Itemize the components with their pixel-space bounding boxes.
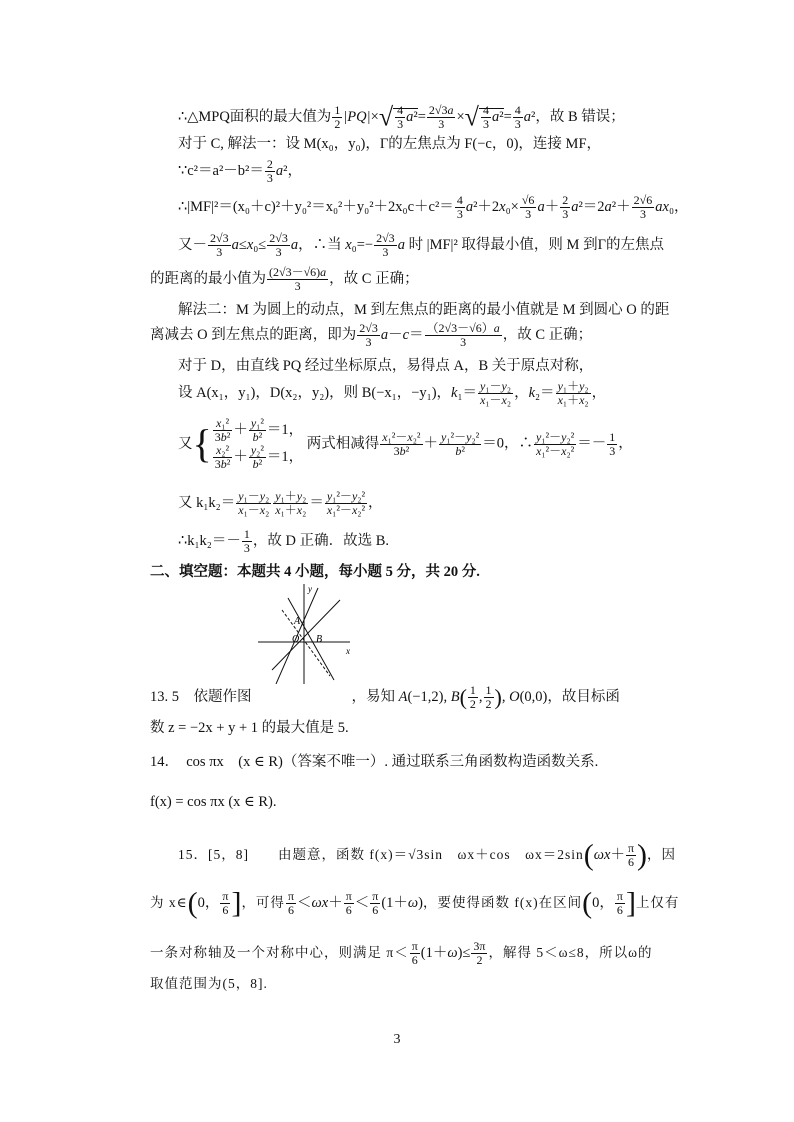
q13-line-2: 数 z = −2x + y + 1 的最大值是 5. <box>150 720 349 736</box>
line-11: 又{ $\frac{\text{x₁²}}{\text{3b²}}$ ＋ $\frac{\text{y₁²}}{\text{b²}}$ ＝1， $\frac{\text{x₂²}}{\text{3b²}}$ ＋ $\frac{\text{y₂²}}{\text{b²}}$ ＝1， 两式相减得 $\frac{\text{x₁²－x₂²}}{\text{3b²}}$ ＋ $\frac{\text{y₁²－y₂²}}{\text{b²}}$ ＝0，∴ $\frac{\text{y₁²－y₂²}}{\text{x₁²－x₂²}}$ ＝－ $\frac{1}{3}$ ， <box>178 416 633 472</box>
text: ，可得 <box>241 894 285 910</box>
q15-line-4 <box>150 974 268 994</box>
text: ∴△MPQ面积的最大值为 <box>178 108 332 125</box>
line-5: 又－ $\frac{2√3}{3}$ a≤x₀≤ $\frac{2√3}{3}$ a，∴当 x₀=− $\frac{2√3}{3}$ a 时 |MF|² 取得最小值，则 M 到Γ的左焦点 <box>178 231 664 259</box>
text: ∴|MF|²＝(x₀＋c)²＋y₀²＝x₀²＋y₀²＋2x₀c＋c²＝ <box>178 198 454 215</box>
text: ，要使得函数 f(x)在区间 <box>423 894 583 910</box>
line-7: 解法二：M 为圆上的动点，M 到左焦点的距离的最小值就是 M 到圆心 O 的距 <box>178 302 670 318</box>
line-9: 对于 D，由直线 PQ 经过坐标原点，易得点 A，B 关于原点对称， <box>178 358 594 374</box>
text: 13. 5 依题作图 <box>150 688 252 705</box>
line-8: 离减去 O 到左焦点的距离，即为 $\frac{2√3}{3}$ a－c＝ $\frac{(2√3-√6)a}{3}$ ，故 C 正确； <box>150 321 593 349</box>
text: 两式相减得 <box>306 436 380 452</box>
label-b: B <box>316 634 323 645</box>
section-2-heading: 二、填空题：本题共 4 小题，每小题 5 分，共 20 分. <box>150 564 480 580</box>
q14-line-1: 14． cos πx (x ∈ R)（答案不唯一）. 通过联系三角函数构造函数关系. <box>150 754 599 770</box>
text: ∴k₁k₂＝－ <box>178 532 241 549</box>
text: ，因 <box>647 846 677 862</box>
text: ，解得 5＜ω≤8，所以ω的 <box>488 944 653 960</box>
page-number: 3 <box>393 1032 401 1047</box>
text: 又－ <box>178 236 207 253</box>
coordinate-figure <box>258 580 358 684</box>
q15-line-2: 为 x∈(0， $\frac{\pi}{6}$ ]，可得 $\frac{\pi}{6}$ ＜ωx＋ $\frac{\pi}{6}$ ＜ $\frac{\pi}{6}$ (1＋ω)，要使得函数 f(x)在区间(0， $\frac{\pi}{6}$ ]上仅有 <box>150 886 680 920</box>
text: 上仅有 <box>635 894 680 910</box>
label-x: x <box>346 646 350 656</box>
text: ，易知 <box>351 688 395 705</box>
q13-line-1: 13. 5 依题作图 ，易知 A(−1,2), B( $\frac{1}{2}$ , $\frac{1}{2}$ ), O(0,0)，故目标函 <box>150 683 620 711</box>
label-a: A <box>294 616 301 627</box>
text: 15．[5，8] 由题意，函数 f(x)＝√3sin ωx＋cos ωx＝2sin <box>178 846 584 862</box>
text: 时 |MF|² 取得最小值，则 M 到Γ的左焦点 <box>408 236 664 253</box>
text: ，故 C 正确； <box>502 326 593 343</box>
line-dashed <box>282 610 330 676</box>
text: ，故 C 正确； <box>329 270 419 287</box>
label-y: y <box>308 584 312 594</box>
text: ∵c²＝a²－b²＝ <box>178 162 264 179</box>
text: 的距离的最小值为 <box>150 270 266 287</box>
line-10: 设 A(x₁，y₁)，D(x₂，y₂)，则 B(−x₁，−y₁)，k₁＝ $\frac{\text{y₁－y₂}}{\text{x₁－x₂}}$ ，k₂＝ $\frac{\text{y₁＋y₂}}{\text{x₁＋x₂}}$ ， <box>178 379 607 407</box>
q14-line-2: f(x) = cos πx (x ∈ R). <box>150 794 277 810</box>
text: 一条对称轴及一个对称中心，则满足 π＜ <box>150 944 409 960</box>
line-1: ∴△MPQ面积的最大值为 $\frac{1}{2}$ |PQ|×√ $\frac{4}{3}$ a²= $\frac{2√3a}{3}$ ×√ $\frac{4}{3}$ a²= $\frac{4}{3}$ a²，故 B 错误； <box>178 102 625 132</box>
text: 离减去 O 到左焦点的距离，即为 <box>150 326 357 343</box>
line-2: 对于 C, 解法一：设 M(x₀，y₀)，Γ的左焦点为 F(−c，0)，连接 MF， <box>178 136 602 152</box>
text: 又 k₁k₂＝ <box>178 494 236 511</box>
text: 设 A(x₁，y₁)，D(x₂，y₂)，则 B(−x₁，−y₁)， <box>178 384 452 401</box>
line-4: ∴|MF|²＝(x₀＋c)²＋y₀²＝x₀²＋y₀²＋2x₀c＋c²＝ $\frac{4}{3}$ a²＋2x₀× $\frac{√6}{3}$ a＋ $\frac{2}{3}$ a²＝2a²＋ $\frac{2√6}{3}$ ax₀， <box>178 193 689 221</box>
line-6: 的距离的最小值为 $\frac{(2√3-√6)a}{3}$ ，故 C 正确； <box>150 265 419 293</box>
text: ，故 B 错误； <box>535 108 625 125</box>
line-12: 又 k₁k₂＝ $\frac{\text{y₁－y₂}}{\text{x₁－x₂}}$ $\frac{\text{y₁＋y₂}}{\text{x₁＋x₂}}$ ＝ $\frac{\text{y₁²－y₂²}}{\text{x₁²－x₂²}}$ ， <box>178 489 383 517</box>
line-3: ∵c²＝a²－b²＝ $\frac{2}{3}$ a²， <box>178 157 302 185</box>
text: 取值范围为(5，8]. <box>150 976 268 991</box>
line-13: ∴k₁k₂＝－ $\frac{1}{3}$ ，故 D 正确．故选 B. <box>178 527 389 555</box>
text: ，故 D 正确．故选 B. <box>252 532 389 549</box>
text: ，故目标函 <box>547 688 620 705</box>
q15-line-1: 15．[5，8] 由题意，函数 f(x)＝√3sin ωx＋cos ωx＝2sin(ωx＋ $\frac{\pi}{6}$ )，因 <box>178 838 677 872</box>
label-o: O <box>292 634 300 645</box>
q15-line-3: 一条对称轴及一个对称中心，则满足 π＜ $\frac{\pi}{6}$ (1＋ω)≤ $\frac{3\pi}{2}$ ，解得 5＜ω≤8，所以ω的 <box>150 939 653 967</box>
text: 为 x∈ <box>150 894 188 910</box>
